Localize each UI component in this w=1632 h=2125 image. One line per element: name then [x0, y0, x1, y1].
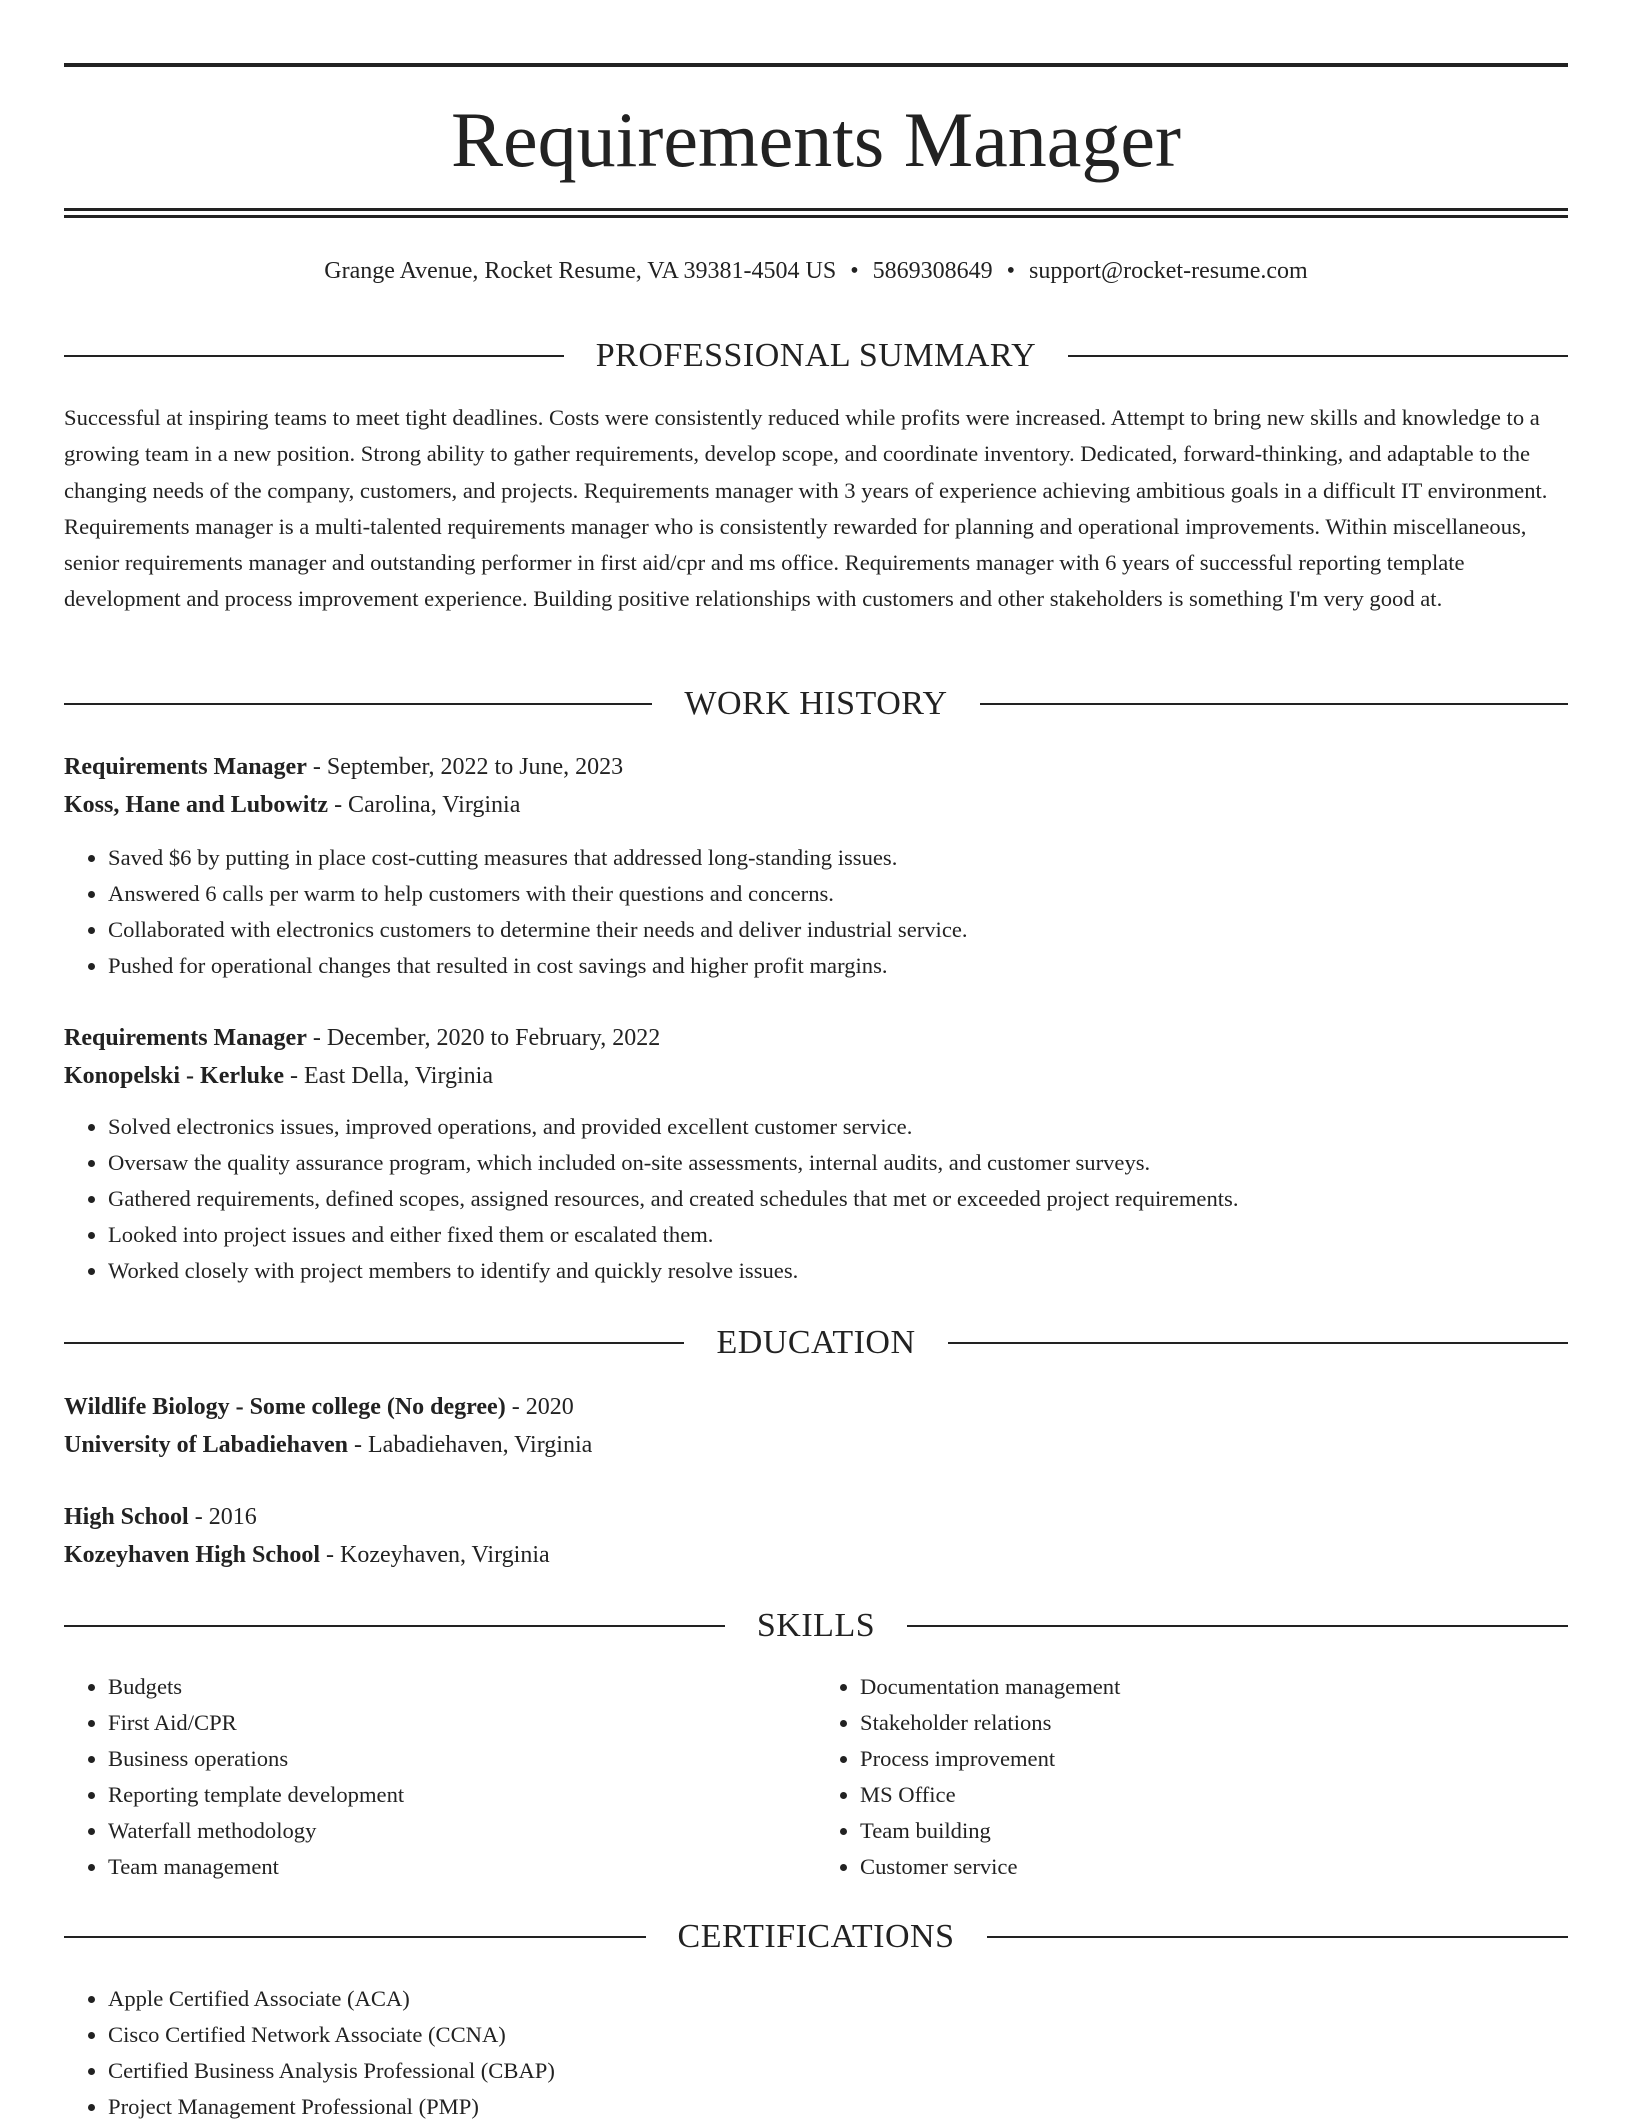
job-role: Requirements Manager — [64, 754, 307, 780]
certification-item: • Project Management Professional (PMP) — [108, 2089, 1568, 2125]
education-school: Kozeyhaven High School — [64, 1542, 321, 1568]
job-dates: - December, 2020 to February, 2022 — [306, 1025, 661, 1051]
summary-text: Successful at inspiring teams to meet tight deadlines. Costs were consistently reduced while profits were increased. Attempt to bring new skills and knowledge to a growing team in a new position. Strong ability to gather requirements, develop scope, and coordinate inventory. Dedicated, forward-thinking, and adaptable to the changing needs of the company, customers, and projects. Requirements manager with 3 years of experience achieving ambitious goals in a difficult IT environment. Requirements manager is a multi-talented requirements manager who is consistently rewarded for planning and operational improvements. Within miscellaneous, senior requirements manager and outstanding performer in first aid/cpr and ms office. Requirements manager with 6 years of successful reporting template development and process improvement experience. Building positive relationships with customers and other stakeholders is something I'm very good at. — [64, 405, 1548, 612]
heading-rule-left — [64, 1342, 684, 1344]
job-duties-list — [64, 1109, 1568, 1289]
section-heading-skills — [64, 1604, 1568, 1648]
section-title-certifications: CERTIFICATIONS — [677, 1918, 955, 1955]
skill-item: • Team building — [860, 1813, 1568, 1849]
skills-list-left — [64, 1669, 816, 1885]
contact-phone: 5869308649 — [872, 258, 993, 284]
skill-item: • Documentation management — [860, 1669, 1568, 1705]
education-degree: High School — [64, 1504, 189, 1530]
header-top-rule — [64, 63, 1568, 67]
skill-item: • Budgets — [108, 1669, 816, 1705]
job-company-line — [64, 786, 1568, 824]
section-title-skills: SKILLS — [756, 1607, 876, 1644]
education-school-line — [64, 1426, 1568, 1464]
education-degree-line — [64, 1388, 1568, 1426]
skill-item: • First Aid/CPR — [108, 1705, 816, 1741]
header-double-rule-bottom — [64, 215, 1568, 218]
resume-name: Requirements Manager — [451, 96, 1181, 183]
section-heading-education — [64, 1321, 1568, 1365]
skills-columns — [64, 1669, 1568, 1885]
skill-item: • MS Office — [860, 1777, 1568, 1813]
heading-rule-right — [948, 1342, 1568, 1344]
education-location: - Kozeyhaven, Virginia — [320, 1542, 550, 1568]
job-entry — [64, 1019, 1568, 1289]
education-entry — [64, 1498, 1568, 1574]
certifications-list — [64, 1981, 1568, 2125]
certification-item: • Cisco Certified Network Associate (CCNA) — [108, 2017, 1568, 2053]
heading-rule-right — [1068, 355, 1568, 357]
heading-rule-left — [64, 703, 652, 705]
education-degree: Wildlife Biology - Some college (No degree) — [64, 1394, 506, 1420]
section-heading-summary — [64, 334, 1568, 378]
skill-item: • Reporting template development — [108, 1777, 816, 1813]
certification-item: • Apple Certified Associate (ACA) — [108, 1981, 1568, 2017]
contact-separator: • — [1006, 258, 1016, 284]
contact-separator: • — [850, 258, 859, 284]
skill-item: • Business operations — [108, 1741, 816, 1777]
job-duty: • Saved $6 by putting in place cost-cutting measures that addressed long-standing issues. — [108, 840, 1568, 876]
certification-item: • Certified Business Analysis Professional (CBAP) — [108, 2053, 1568, 2089]
section-title-work-history: WORK HISTORY — [684, 685, 948, 722]
education-school: University of Labadiehaven — [64, 1432, 349, 1458]
skill-item: • Team management — [108, 1849, 816, 1885]
job-duties-list — [64, 840, 1568, 984]
certifications-block — [64, 1981, 1568, 2125]
job-company-line — [64, 1057, 1568, 1095]
job-entry — [64, 748, 1568, 984]
job-company: Koss, Hane and Lubowitz — [64, 792, 329, 818]
job-title-line — [64, 748, 1568, 786]
skill-item: • Customer service — [860, 1849, 1568, 1885]
job-duty: • Gathered requirements, defined scopes, assigned resources, and created schedules that met or exceeded project requirements. — [108, 1181, 1568, 1217]
job-duty: • Answered 6 calls per warm to help customers with their questions and concerns. — [108, 876, 1568, 912]
section-heading-certifications — [64, 1915, 1568, 1959]
skills-list-right — [816, 1669, 1568, 1885]
job-duty: • Worked closely with project members to identify and quickly resolve issues. — [108, 1253, 1568, 1289]
heading-rule-right — [987, 1936, 1569, 1938]
job-duty: • Collaborated with electronics customers to determine their needs and deliver industrial service. — [108, 912, 1568, 948]
skill-item: • Stakeholder relations — [860, 1705, 1568, 1741]
job-company: Konopelski - Kerluke — [64, 1063, 285, 1089]
education-year: - 2020 — [505, 1394, 574, 1420]
job-role: Requirements Manager — [64, 1025, 307, 1051]
heading-rule-left — [64, 1625, 725, 1627]
section-title-education: EDUCATION — [716, 1324, 916, 1361]
section-heading-work-history — [64, 682, 1568, 726]
education-school-line — [64, 1536, 1568, 1574]
contact-line — [64, 254, 1568, 288]
job-title-line — [64, 1019, 1568, 1057]
job-duty: • Pushed for operational changes that resulted in cost savings and higher profit margins. — [108, 948, 1568, 984]
job-location: - East Della, Virginia — [284, 1063, 493, 1089]
skill-item: • Waterfall methodology — [108, 1813, 816, 1849]
job-location: - Carolina, Virginia — [328, 792, 521, 818]
skill-item: • Process improvement — [860, 1741, 1568, 1777]
section-title-summary: PROFESSIONAL SUMMARY — [595, 337, 1037, 374]
heading-rule-left — [64, 355, 564, 357]
job-duty: • Oversaw the quality assurance program, which included on-site assessments, internal audits, and customer surveys. — [108, 1145, 1568, 1181]
header-double-rule-top — [64, 208, 1568, 211]
job-dates: - September, 2022 to June, 2023 — [306, 754, 624, 780]
education-degree-line — [64, 1498, 1568, 1536]
education-location: - Labadiehaven, Virginia — [348, 1432, 593, 1458]
contact-address: Grange Avenue, Rocket Resume, VA 39381-4504 US — [324, 258, 837, 284]
heading-rule-left — [64, 1936, 646, 1938]
education-entry — [64, 1388, 1568, 1464]
job-duty: • Solved electronics issues, improved operations, and provided excellent customer service. — [108, 1109, 1568, 1145]
education-year: - 2016 — [188, 1504, 257, 1530]
heading-rule-right — [907, 1625, 1568, 1627]
job-duty: • Looked into project issues and either fixed them or escalated them. — [108, 1217, 1568, 1253]
heading-rule-right — [980, 703, 1568, 705]
contact-email: support@rocket-resume.com — [1029, 258, 1308, 284]
